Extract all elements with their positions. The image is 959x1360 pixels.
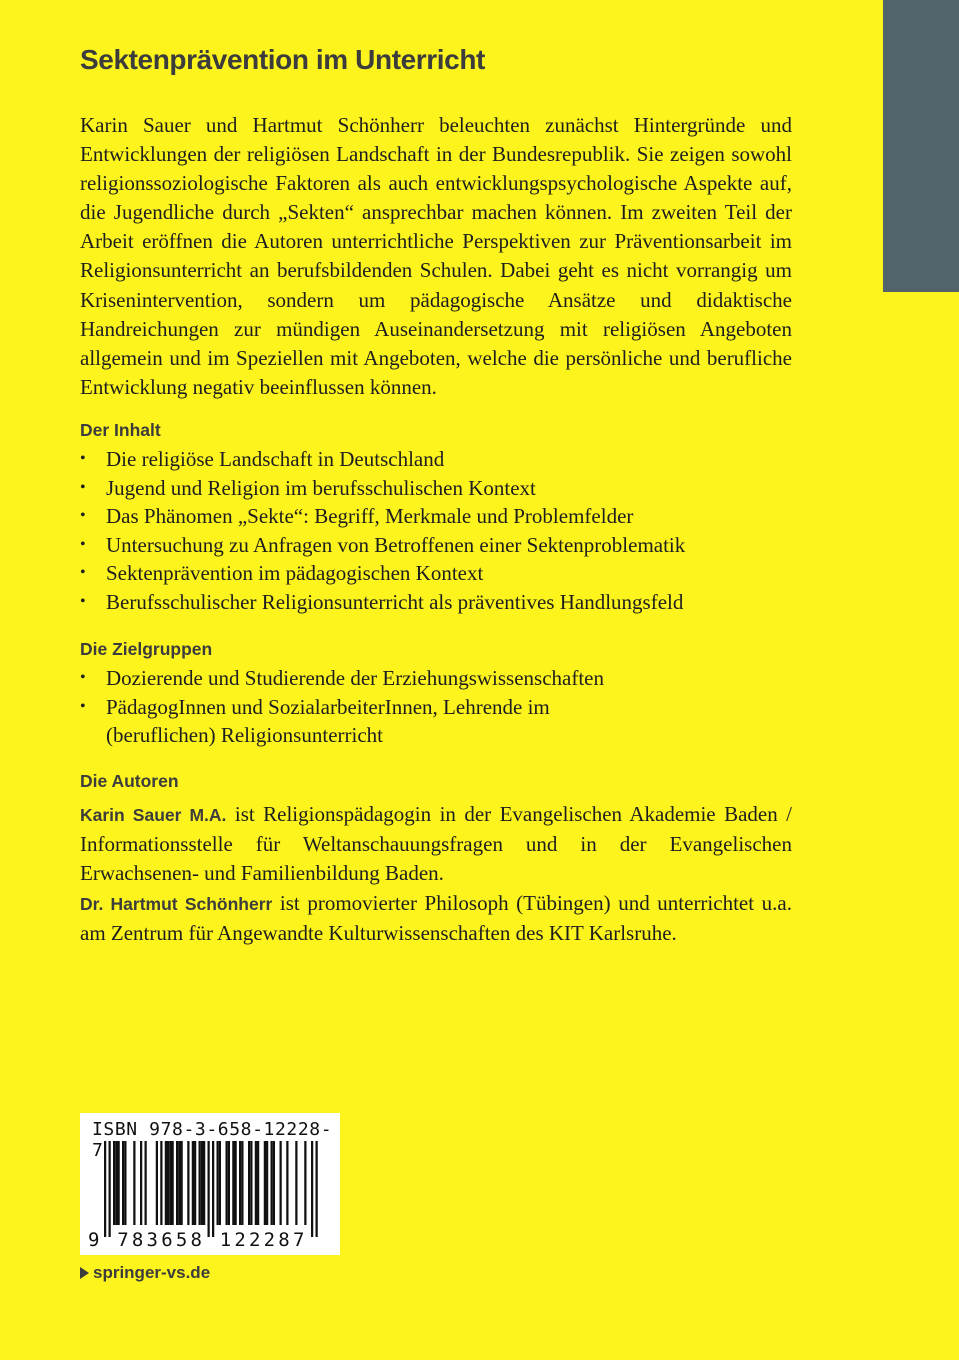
contents-list <box>80 445 800 617</box>
list-item: • Untersuchung zu Anfragen von Betroffenen einer Sektenproblematik <box>80 531 800 560</box>
bullet-icon: • <box>80 592 86 610</box>
bullet-icon: • <box>80 669 86 686</box>
ean-digits: 9 783658 122287 <box>88 1229 308 1251</box>
list-item: • Das Phänomen „Sekte“: Begriff, Merkmale und Problemfelder <box>80 502 800 531</box>
publisher-url: springer-vs.de <box>93 1263 211 1282</box>
author-name: Karin Sauer M.A. <box>80 805 227 825</box>
bullet-icon: • <box>80 564 86 582</box>
isbn-label: ISBN 978-3-658-12228-7 <box>92 1119 333 1161</box>
side-color-tab <box>883 0 959 292</box>
author-bio: ist Religionspädagogin in der Evangelischen Akademie Baden / Informationsstelle für Weltanschauungsfragen und in der Evangelischen Erwachsenen- und Familienbildung Baden. <box>80 802 792 886</box>
author-name: Dr. Hartmut Schönherr <box>80 893 273 914</box>
list-item: • Berufsschulischer Religionsunterricht als präventives Handlungsfeld <box>80 588 800 617</box>
isbn-barcode <box>80 1113 340 1255</box>
list-item: • Jugend und Religion im berufsschulischen Kontext <box>80 474 800 503</box>
bullet-icon: • <box>80 478 86 496</box>
contents-heading: Der Inhalt <box>80 420 161 440</box>
bullet-icon: • <box>80 697 86 715</box>
list-item: • Sektenprävention im pädagogischen Kontext <box>80 559 800 588</box>
list-item: • PädagogInnen und SozialarbeiterInnen, Lehrende im (beruflichen) Religionsunterricht <box>80 694 550 748</box>
authors-text <box>80 800 792 948</box>
book-title: Sektenprävention im Unterricht <box>80 44 485 75</box>
bullet-icon: • <box>80 535 86 553</box>
bullet-icon: • <box>80 507 86 525</box>
authors-heading: Die Autoren <box>80 771 179 791</box>
publisher-link[interactable] <box>80 1263 210 1283</box>
audience-heading: Die Zielgruppen <box>80 639 213 659</box>
bullet-icon: • <box>80 450 86 467</box>
author-bio: ist promovierter Philosoph (Tübingen) und unterrichtet u.a. am Zentrum für Angewandte Kulturwissenschaften des KIT Karlsruhe. <box>80 890 792 945</box>
list-item: • Dozierende und Studierende der Erziehungswissenschaften <box>80 664 640 693</box>
audience-list <box>80 664 640 750</box>
book-blurb: Karin Sauer und Hartmut Schönherr beleuchten zunächst Hintergründe und Entwicklungen der religiösen Landschaft in der Bundesrepublik. Sie zeigen sowohl religionssoziologische Faktoren als auch entwicklungspsychologische Aspekte auf, die Jugendliche durch „Sekten“ ansprechbar machen können. Im zweiten Teil der Arbeit eröffnen die Autoren unterrichtliche Perspektiven zur Präventionsarbeit im Religionsunterricht an berufsbildenden Schulen. Dabei geht es nicht vorrangig um Krisenintervention, sondern um pädagogische Ansätze und didaktische Handreichungen zur mündigen Auseinandersetzung mit religiösen Angeboten allgemein und im Speziellen mit Angeboten, welche die persönliche und berufliche Entwicklung negativ beeinflussen können. <box>80 113 792 399</box>
list-item: • Die religiöse Landschaft in Deutschland <box>80 445 800 474</box>
play-arrow-icon <box>80 1267 89 1279</box>
